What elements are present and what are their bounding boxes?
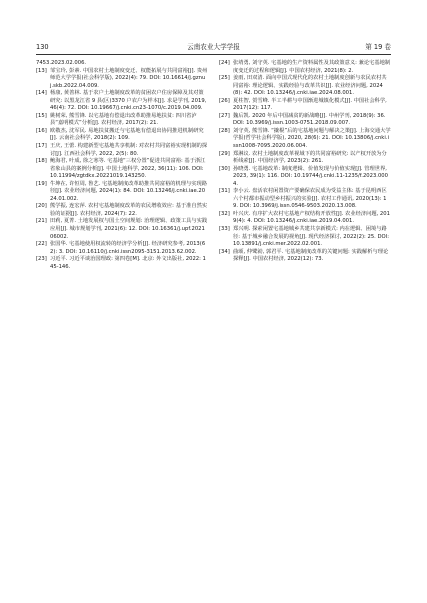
reference-text: 郑淋议. 农村土地制度改革视域下的共同富裕研究: 以产权开放为分析线索[J]. 中国经济学, 2023(2): 261. [233, 150, 387, 165]
reference-entry [219, 166, 391, 189]
reference-entry [219, 249, 391, 264]
reference-number: [31] [219, 188, 230, 195]
reference-number: [24] [219, 60, 230, 66]
journal-title: 云南农业大学学报 [187, 43, 240, 51]
reference-text: 叶兴庆. 有序扩大农村宅基地产权结构开放性[J]. 农业经济问题, 2019(4): 4. DOI: 10.13246/j.cnki.iae.2019.04.001. [233, 210, 390, 225]
reference-text: 姚树荣, 熊雪锋. 以宅基地有偿退出改革助推易地扶贫: 四川省泸县“嘉明模式”分析[J]. 农村经济, 2017(2): 21. [50, 112, 197, 127]
reference-number: [20] [36, 203, 47, 210]
reference-entry [219, 128, 391, 151]
header-rule [36, 54, 391, 55]
left-reference-list [36, 68, 208, 272]
reference-number: [27] [219, 112, 230, 119]
reference-text: 邹宝玲, 彭素. 中国农村土地制度变迁、权能拓展与共同富裕[J]. 贵州师范大学学报(社会科学版), 2022(4): 79. DOI: 10.16614/j.gznuj.skb.2022.04.009. [50, 67, 208, 89]
reference-text: 李小云. 盘活农村闲置资产要确保农民成为受益主体: 基于昆明西区六个村都市振动型乡村振兴的实验[J]. 农村工作通讯, 2020(13): 19. DOI: 10.3969/j.issn.0546-9503.2020.13.008. [233, 188, 387, 210]
reference-text: 刘守英, 熊雪锋. “撬棍”后的宅基地问题与解决之策[J]. 上海交通大学学报(哲学社会科学版), 2020, 28(6): 21. DOI: 10.13806/j.cnki.issn1008-7095.2020.06.004. [233, 127, 391, 150]
right-column [219, 60, 391, 264]
reference-entry [219, 226, 391, 249]
reference-text: 魏后凯. 2020 年后中国减贫的新战略[J]. 中州学刊, 2018(9): 36. DOI: 10.3969/j.issn.1003-0751.2018.09.007. [233, 112, 386, 127]
right-reference-list [219, 60, 391, 264]
reference-text: 田莉, 夏菁. 土地发展权与国土空间规划: 治理逻辑、政策工具与实践应用[J]. 城市规划学刊, 2021(6): 12. DOI: 10.16361/j.upf.202106002. [50, 218, 208, 240]
reference-text: 曲颂, 仲鹭勍, 郭君平. 宅基地制度改革的关键问题: 实践解析与理论探释[J]. 中国农村经济, 2022(12): 73. [233, 248, 389, 263]
reference-number: [21] [36, 218, 47, 225]
reference-entry [36, 256, 208, 271]
reference-entry [36, 181, 208, 204]
reference-entry [219, 188, 391, 211]
reference-number: [34] [219, 248, 230, 255]
volume-label: 第 19 卷 [365, 43, 391, 51]
reference-entry [219, 113, 391, 128]
reference-number: [30] [219, 165, 230, 172]
reference-text: 熊学振, 连宏萍. 农村宅基地制度改革的农民增收效应: 基于准自然实验的证据[J]. 农村经济, 2024(7): 22. [50, 203, 208, 217]
reference-number: [16] [36, 127, 47, 134]
reference-entry [36, 68, 208, 91]
reference-entry [219, 98, 391, 113]
reference-entry [36, 241, 208, 256]
reference-text: 孙晓勇. 宅基地改革: 制度逻辑、价值发现与价值实现[J]. 管理世界, 2023, 39(1): 116. DOI: 10.19744/j.cnki.11-1235/f.2023.0004. [233, 165, 388, 187]
reference-entry [219, 151, 391, 166]
reference-entry [36, 143, 208, 158]
reference-number: [19] [36, 180, 47, 187]
reference-number: [29] [219, 150, 230, 157]
reference-number: [26] [219, 97, 230, 104]
reference-text: 习近平. 习近平谈治国理政: 第四卷[M]. 北京: 外文出版社, 2022: 145-146. [50, 256, 206, 270]
reference-entry [36, 113, 208, 128]
reference-number: [13] [36, 67, 47, 74]
reference-text: 欧敬杰, 沈军民. 易地扶贫搬迁与宅基地有偿退出协同推进机制研究[J]. 云南社会科学, 2018(2): 109. [50, 127, 204, 142]
reference-number: [32] [219, 210, 230, 217]
reference-number: [33] [219, 226, 230, 233]
reference-number: [25] [219, 75, 230, 82]
reference-number: [28] [219, 127, 230, 134]
page-header [36, 41, 391, 53]
reference-entry [36, 158, 208, 181]
reference-number: [18] [36, 158, 47, 165]
reference-entry [219, 211, 391, 226]
reference-entry [36, 218, 208, 241]
reference-entry [219, 75, 391, 98]
left-column [36, 60, 208, 271]
reference-number: [22] [36, 241, 47, 248]
page-number: 130 [36, 43, 49, 51]
reference-text: 王庆, 王蕾. 构建新型宅基地共享机制: 对农村共同富裕实现机制的探讨[J]. 江西社会科学, 2022, 2(5): 80. [50, 143, 208, 157]
reference-number: [23] [36, 256, 47, 263]
reference-text: 张国华. 宅基地使用权流转的经济学分析[J]. 经济研究参考, 2013(62): 3. DOI: 10.16110/j.cnki.issn2095-3151.2013.62.002. [50, 241, 206, 255]
reference-continuation: 7453.2023.02.006. [36, 60, 87, 66]
reference-entry [219, 60, 391, 75]
reference-text: 杨康, 黄善林. 基于农户土地制度改革的贫困农户住房保障及其对策研究: 以黑龙江省 9 县(区)3370 户农户为样本[J]. 求是学刊, 2019, 46(4): 72. DOI: 10.19667/j.cnki.cn23-1070/c.2019.04.009. [50, 90, 207, 112]
reference-text: 姜雨, 田双清. 面向中国式现代化的农村土地制度创新与农民农村共同富裕: 理论逻辑、实践经验与改革共识[J]. 农业经济问题, 2024(8): 42. DOI: 10.13246/j.cnki.iae.2024.08.001. [233, 75, 387, 97]
reference-text: 牛坤在, 许恒周, 鲁艺. 宅基地制度改革助推共同富裕的机理与实现路径[J]. 农业经济问题, 2024(1): 84. DOI: 10.13246/j.cnki.iae.2024.01.002. [50, 180, 208, 202]
reference-number: [14] [36, 90, 47, 97]
reference-number: [15] [36, 112, 47, 119]
reference-entry [36, 203, 208, 218]
reference-text: 夏柱智, 贺雪峰. 半工半耕与中国渐进城镇化模式[J]. 中国社会科学, 2017(12): 117. [233, 97, 387, 112]
reference-number: [17] [36, 143, 47, 150]
reference-text: 鲍海君, 叶成, 徐之寒等. 宅基地“三权分置”促进共同富裕: 基于浙江省象山县的案例分析[J]. 中国土地科学, 2022, 36(11): 106. DOI: 10.11994/zgtdkx.20221019.143250. [50, 158, 206, 180]
reference-text: 郑兴明. 探索闲置宅基地城乡共建共享新模式: 内在逻辑、困境与路径: 基于城乡融合发展的视角[J]. 现代经济探讨, 2022(2): 25. DOI: 10.13891/j.cnki.mer.2022.02.001. [233, 226, 390, 248]
reference-entry [36, 128, 208, 143]
reference-entry [36, 90, 208, 113]
reference-text: 张靖勇, 刘守英. 宅基地的生产资料属性及其政策意义: 兼论宅基地制度变迁的过程和逻辑[J]. 中国农村经济, 2021(8): 2. [233, 60, 391, 74]
